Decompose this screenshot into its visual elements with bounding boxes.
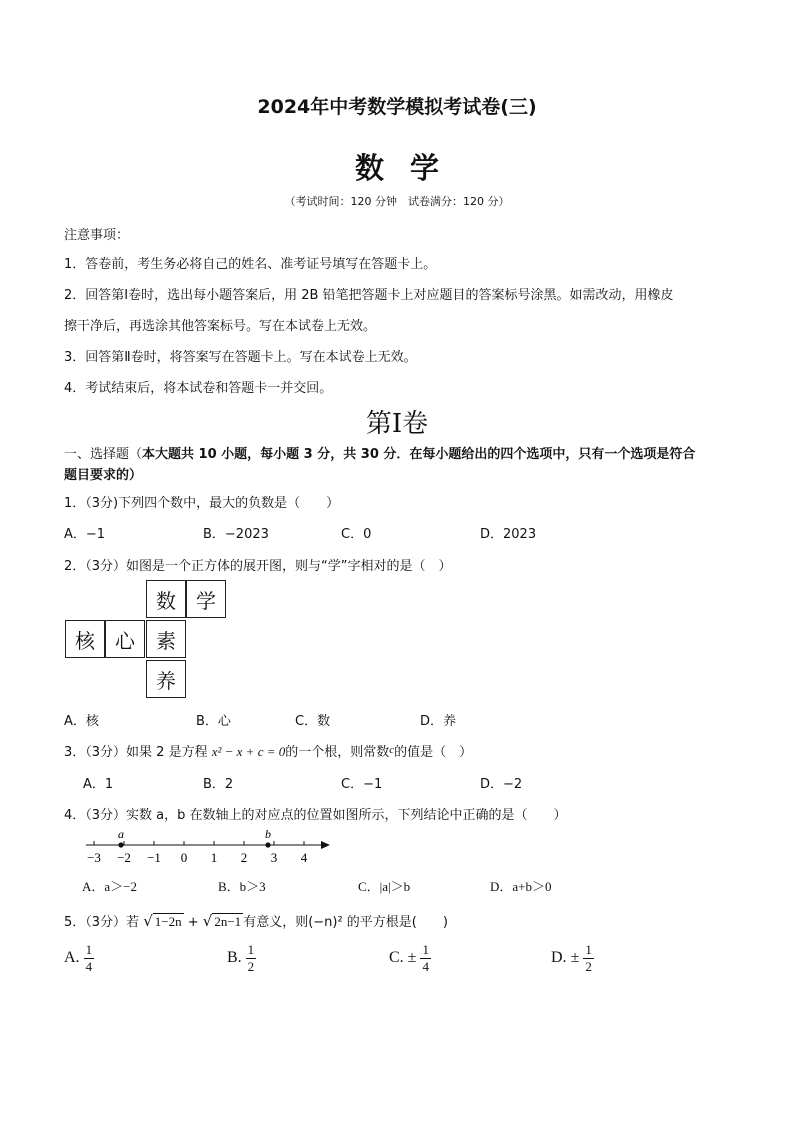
- net-cell-xin: 心: [105, 620, 145, 658]
- number-line-tick-label: −1: [147, 850, 161, 865]
- q4-option-d: D．a+b＞0: [490, 879, 552, 894]
- net-cell-yang: 养: [146, 660, 186, 698]
- notice-item: 擦干净后，再选涂其他答案标号。写在本试卷上无效。: [64, 319, 377, 334]
- q5-option-a: [64, 942, 94, 975]
- denominator: 4: [422, 959, 429, 974]
- q2-option-d: D．养: [420, 714, 457, 729]
- q4-option-b: B．b＞3: [218, 879, 266, 894]
- q3-equation: x² − x + c = 0: [211, 744, 286, 759]
- q3-stem-part3: 的值是（ ）: [394, 745, 473, 760]
- fraction: [583, 942, 594, 975]
- q5-option-b: [227, 942, 256, 975]
- q5-radicand-1: 1−2n: [154, 914, 182, 929]
- number-line-tick-label: 0: [180, 850, 188, 865]
- q5-option-c-prefix: ±: [407, 949, 417, 967]
- sqrt-symbol-2: √: [202, 912, 213, 930]
- q5-option-d-prefix: ±: [570, 949, 580, 967]
- fraction: [84, 942, 95, 975]
- notice-item: 4．考试结束后，将本试卷和答题卡一并交回。: [64, 381, 333, 396]
- number-line-tick-label: −2: [117, 850, 131, 865]
- numerator: 1: [422, 942, 429, 957]
- q3-stem-part2: 的一个根，则常数: [285, 745, 390, 760]
- q5-stem-part2: 有意义，则(−n)² 的平方根是( ): [243, 915, 448, 930]
- q3-variable: c: [389, 744, 395, 756]
- q2-option-c: C．数: [295, 714, 331, 729]
- number-line-tick-label: 3: [270, 850, 278, 865]
- q2-option-a: A．核: [64, 714, 99, 729]
- subject-title: 数学: [354, 151, 465, 185]
- notice-item: 2．回答第Ⅰ卷时，选出每小题答案后，用 2B 铅笔把答题卡上对应题目的答案标号涂黑。如需改动，用橡皮: [64, 288, 674, 303]
- fraction: [246, 942, 257, 975]
- q5-plus: +: [187, 915, 199, 930]
- instruction-bold: 本大题共 10 小题，每小题 3 分，共 30 分．在每小题给出的: [142, 447, 501, 462]
- question-1-stem: 1．（3分)下列四个数中，最大的负数是（ ）: [64, 496, 340, 511]
- exam-time-info: （考试时间：120 分钟 试卷满分：120 分）: [284, 195, 510, 208]
- q1-option-d: D．2023: [480, 527, 537, 542]
- point-a-marker: [118, 842, 123, 847]
- question-5-stem: [64, 911, 448, 930]
- section-instruction: [64, 443, 695, 462]
- number-line: [80, 824, 340, 870]
- instruction-emphasis: 四个选项中: [500, 447, 566, 462]
- q3-option-a: A．1: [83, 777, 114, 792]
- net-cell-xue: 学: [186, 580, 226, 618]
- q4-option-c: C．|a|＞b: [358, 879, 411, 894]
- numerator: 1: [585, 942, 592, 957]
- number-line-tick-label: −3: [87, 850, 101, 865]
- net-cell-su: 素: [146, 620, 186, 658]
- section-instruction-line2: 题目要求的）: [64, 468, 143, 483]
- q5-option-a-label: A.: [64, 949, 80, 967]
- point-a-label: a: [118, 827, 124, 841]
- instruction-prefix: 一、选择题（: [64, 447, 143, 462]
- sqrt-symbol-1: √: [143, 912, 153, 930]
- fraction: [420, 942, 431, 975]
- q5-stem-part1: 5．（3分）若: [64, 915, 140, 930]
- number-line-tick-label: 1: [210, 850, 218, 865]
- q5-option-b-label: B.: [227, 949, 242, 967]
- q3-option-c: C．−1: [341, 777, 383, 792]
- denominator: 4: [85, 959, 93, 974]
- notice-item: 3．回答第Ⅱ卷时，将答案写在答题卡上。写在本试卷上无效。: [64, 350, 417, 365]
- question-3-stem: [64, 741, 472, 760]
- exam-title: 2024年中考数学模拟考试卷(三): [257, 96, 537, 118]
- q3-option-d: D．−2: [480, 777, 523, 792]
- q5-radicand-2: 2n−1: [214, 914, 242, 929]
- q5-option-c-label: C.: [389, 949, 404, 967]
- number-line-tick-label: 4: [300, 850, 308, 865]
- section-title: 第Ⅰ卷: [365, 409, 429, 439]
- net-cell-he: 核: [65, 620, 105, 658]
- notice-heading: 注意事项：: [64, 228, 130, 243]
- instruction-rest: ，只有一个选项是符合: [565, 447, 696, 462]
- point-b-marker: [265, 842, 270, 847]
- question-2-stem: 2．（3分）如图是一个正方体的展开图，则与“学”字相对的是（ ）: [64, 559, 452, 574]
- q2-option-b: B．心: [196, 714, 231, 729]
- q5-option-d-label: D.: [551, 949, 567, 967]
- q1-option-b: B．−2023: [203, 527, 269, 542]
- q1-option-a: A．−1: [64, 527, 106, 542]
- q5-option-d: [551, 942, 594, 975]
- number-line-arrow: [321, 841, 330, 849]
- q3-stem-part1: 3．（3分）如果 2 是方程: [64, 745, 208, 760]
- numerator: 1: [85, 942, 93, 957]
- q4-option-a: A．a＞−2: [82, 879, 137, 894]
- number-line-tick-label: 2: [240, 850, 248, 865]
- notice-item: 1．答卷前，考生务必将自己的姓名、准考证号填写在答题卡上。: [64, 257, 437, 272]
- point-b-label: b: [265, 827, 271, 841]
- numerator: 1: [247, 942, 255, 957]
- denominator: 2: [585, 959, 592, 974]
- q3-option-b: B．2: [203, 777, 234, 792]
- net-cell-shu: 数: [146, 580, 186, 618]
- q5-option-c: [389, 942, 431, 975]
- q1-option-c: C．0: [341, 527, 372, 542]
- denominator: 2: [247, 959, 255, 974]
- question-4-stem: 4．（3分）实数 a，b 在数轴上的对应点的位置如图所示，下列结论中正确的是（ ）: [64, 808, 567, 823]
